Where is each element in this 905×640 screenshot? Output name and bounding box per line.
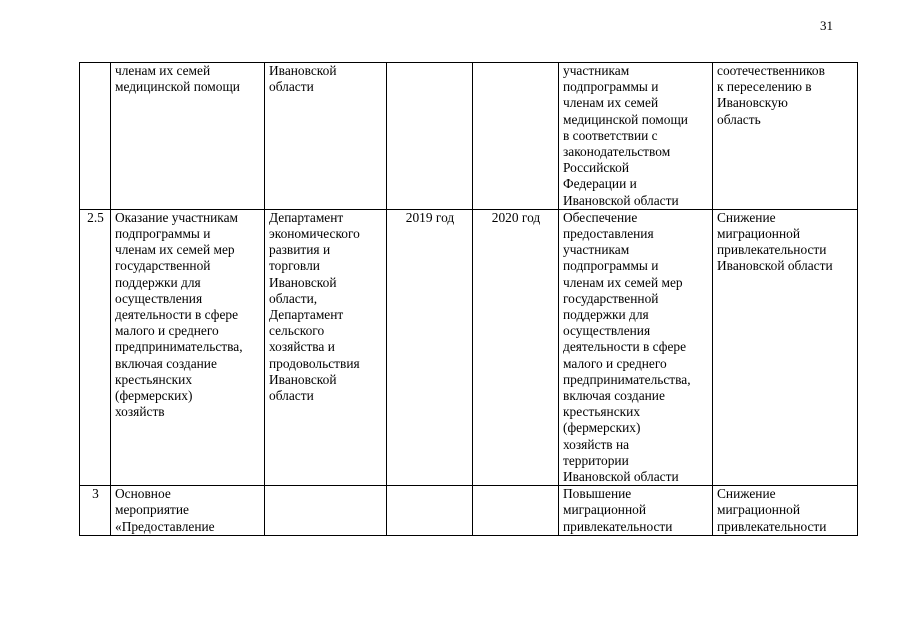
row-number-cell: 2.5 [80,209,111,485]
row-number-cell [80,63,111,210]
table-row [80,209,858,485]
indicator-cell: соотечественников к переселению в Ивановскую область [713,63,858,210]
table-row [80,486,858,536]
executor-cell: Ивановской области [265,63,387,210]
expected-result-cell: Обеспечение предоставления участникам подпрограммы и членам их семей мер государственной поддержки для осуществления деятельности в сфере малого и среднего предпринимательства, включая создание крестьянских (фермерских) хозяйств на территории Ивановской области [559,209,713,485]
event-name-cell: Оказание участникам подпрограммы и членам их семей мер государственной поддержки для осуществления деятельности в сфере малого и среднего предпринимательства, включая создание крестьянских (фермерских) хозяйств [111,209,265,485]
start-year-cell: 2019 год [387,209,473,485]
event-name-cell: Основное мероприятие «Предоставление [111,486,265,536]
start-year-cell [387,486,473,536]
executor-cell [265,486,387,536]
event-name-cell: членам их семей медицинской помощи [111,63,265,210]
end-year-cell [473,63,559,210]
start-year-cell [387,63,473,210]
row-number-cell: 3 [80,486,111,536]
indicator-cell: Снижение миграционной привлекательности Ивановской области [713,209,858,485]
measures-table [79,62,858,536]
executor-cell: Департамент экономического развития и торговли Ивановской области, Департамент сельского хозяйства и продовольствия Ивановской области [265,209,387,485]
indicator-cell: Снижение миграционной привлекательности [713,486,858,536]
table-row [80,63,858,210]
page-number: 31 [820,18,833,33]
end-year-cell [473,486,559,536]
expected-result-cell: Повышение миграционной привлекательности [559,486,713,536]
end-year-cell: 2020 год [473,209,559,485]
expected-result-cell: участникам подпрограммы и членам их семей медицинской помощи в соответствии с законодательством Российской Федерации и Ивановской области [559,63,713,210]
